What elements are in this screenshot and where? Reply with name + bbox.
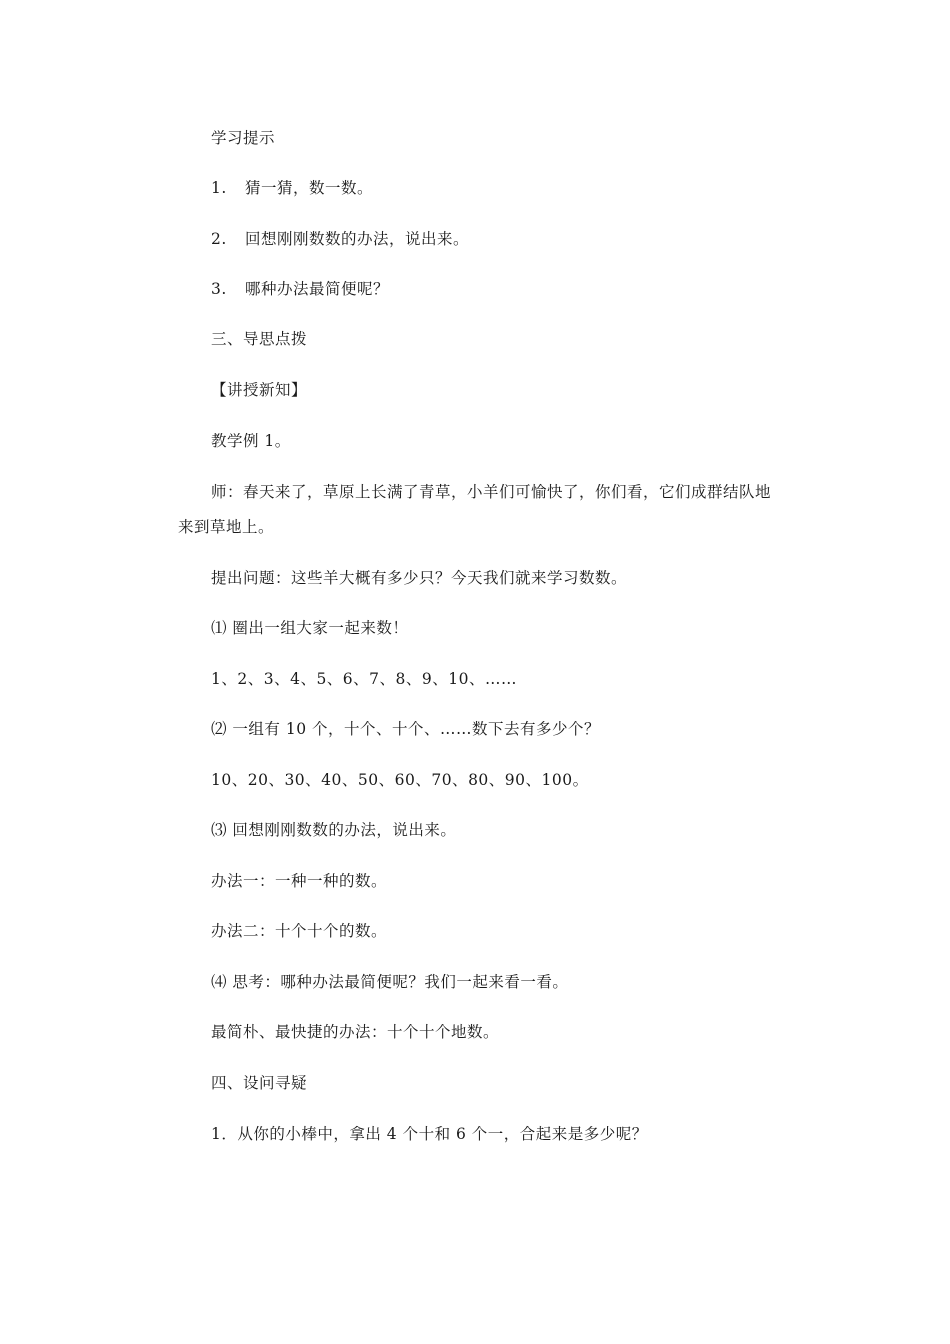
step-2: ⑵ 一组有 10 个，十个、十个、……数下去有多少个？ bbox=[211, 720, 601, 738]
step-4: ⑷ 思考：哪种办法最简便呢？我们一起来看一看。 bbox=[211, 973, 569, 991]
hint-number: 3. bbox=[211, 280, 227, 298]
hint-number: 1. bbox=[211, 179, 227, 197]
question-1: 1．从你的小棒中，拿出 4 个十和 6 个一，合起来是多少呢？ bbox=[211, 1125, 648, 1143]
hint-item-1 bbox=[211, 177, 373, 199]
step-3: ⑶ 回想刚刚数数的办法，说出来。 bbox=[211, 821, 457, 839]
conclusion: 最简朴、最快捷的办法：十个十个地数。 bbox=[211, 1023, 500, 1041]
new-knowledge-heading: 【讲授新知】 bbox=[211, 381, 308, 399]
method-2: 办法二：十个十个的数。 bbox=[211, 922, 388, 940]
method-1: 办法一：一种一种的数。 bbox=[211, 872, 388, 890]
hint-title: 学习提示 bbox=[211, 129, 276, 147]
hint-text: 猜一猜，数一数。 bbox=[245, 179, 374, 197]
hint-item-3 bbox=[211, 278, 389, 300]
count-tens: 10、20、30、40、50、60、70、80、90、100。 bbox=[211, 771, 589, 789]
count-ones: 1、2、3、4、5、6、7、8、9、10、…… bbox=[211, 670, 517, 688]
hint-item-2 bbox=[211, 228, 469, 250]
teacher-line-1: 师：春天来了，草原上长满了青草，小羊们可愉快了，你们看，它们成群结队地 bbox=[211, 483, 772, 501]
teacher-line-2: 来到草地上。 bbox=[178, 518, 275, 536]
hint-number: 2. bbox=[211, 230, 227, 248]
example-label: 教学例 1。 bbox=[211, 432, 291, 450]
section-3-heading: 三、导思点拨 bbox=[211, 330, 308, 348]
hint-text: 回想刚刚数数的办法，说出来。 bbox=[245, 230, 470, 248]
section-4-heading: 四、设问寻疑 bbox=[211, 1074, 308, 1092]
question-text: 提出问题：这些羊大概有多少只？今天我们就来学习数数。 bbox=[211, 569, 628, 587]
step-1: ⑴ 圈出一组大家一起来数！ bbox=[211, 619, 409, 637]
hint-text: 哪种办法最简便呢？ bbox=[245, 280, 390, 298]
